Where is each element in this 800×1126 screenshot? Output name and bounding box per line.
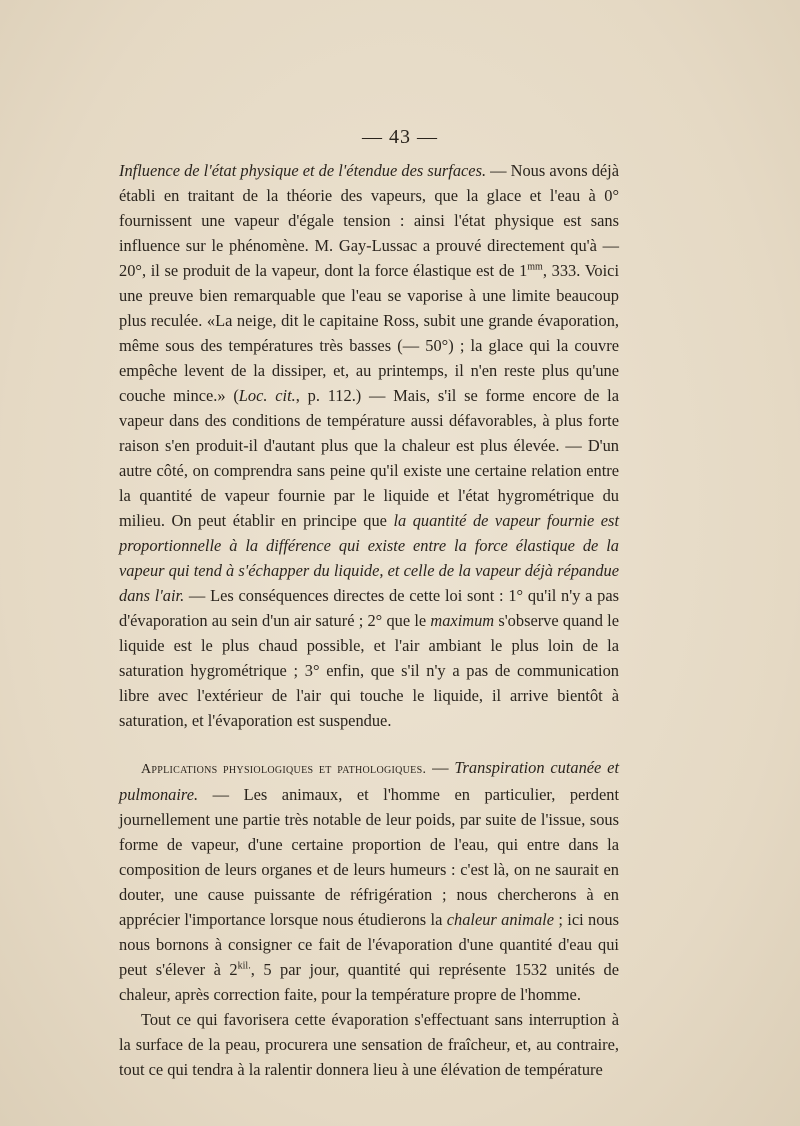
subheading-transpiration: Transpiration cutanée et pulmonaire. [119, 758, 619, 804]
text-segment: , 5 par jour, quantité qui représente 1532 unités de chaleur, après correction faite, pour la température propre de l'homme. [119, 960, 619, 1004]
unit-superscript-mm: mm [527, 261, 543, 273]
page-number: — 43 — [362, 126, 438, 148]
text-segment: — [426, 758, 455, 777]
main-text [119, 158, 619, 1082]
section-heading-applications: Applications physiologiques et pathologiques. [141, 762, 427, 777]
unit-superscript-kil: kil. [237, 960, 251, 972]
principle-statement: la quantité de vapeur fournie est proportionnelle à la différence qui existe entre la force élastique de la vapeur qui tend à s'échapper du liquide, et celle de la vapeur déjà répandue dans l'air. [119, 511, 619, 605]
text-segment: — Les conséquences directes de cette loi sont : 1° qu'il n'y a pas d'évaporation au sein d'un air saturé ; 2° que le [119, 586, 620, 630]
text-segment: ; ici nous nous bornons à consigner ce fait de l'évaporation d'une quantité d'eau qui peut s'élever à 2 [119, 910, 619, 979]
text-segment: s'observe quand le liquide est le plus chaud possible, et l'air ambiant le plus loin de la saturation hygrométrique ; 3° enfin, que s'il n'y a pas de communication libre avec l'extérieur de l'air qui touche le liquide, il arrive bientôt à saturation, et l'évaporation est suspendue. [119, 611, 619, 730]
paragraph-evaporation-effects: Tout ce qui favorisera cette évaporation s'effectuant sans interruption à la surface de la peau, procurera une sensation de fraîcheur, et, au contraire, tout ce qui tendra à la ralentir donnera lieu à une élévation de température [119, 1010, 619, 1079]
text-segment: , p. 112.) — Mais, s'il se forme encore de la vapeur dans des conditions de température aussi défavorables, à plus forte raison s'en produit-il d'autant plus que la chaleur est plus élevée. — D'un autre côté, on comprendra sans peine qu'il existe une certaine relation entre la quantité de vapeur fournie par le liquide et l'état hygrométrique du milieu. On peut établir en principe que [119, 386, 620, 530]
paragraph-surface-influence [119, 158, 619, 733]
citation: Loc. cit. [238, 386, 296, 405]
section-heading-influence: Influence de l'état physique et de l'étendue des surfaces. [119, 161, 487, 180]
text-segment: , 333. Voici une preuve bien remarquable que l'eau se vaporise à une limite beaucoup plus reculée. «La neige, dit le capitaine Ross, subit une grande évaporation, même sous des températures très basses (— 50°) ; la glace qui la couvre empêche levent de la dissiper, et, au printemps, il n'en reste plus qu'une couche mince.» ( [119, 261, 620, 405]
paragraph-physiological-applications [119, 755, 619, 1007]
term-maximum: maximum [430, 611, 495, 630]
term-animal-heat: chaleur animale [446, 910, 554, 929]
text-segment: — Nous avons déjà établi en traitant de la théorie des vapeurs, que la glace et l'eau à 0° fournissent une vapeur d'égale tension : ainsi l'état physique est sans influence sur le phénomène. M. Gay-Lussac a prouvé directement qu'à — 20°, il se produit de la vapeur, dont la force élastique est de 1 [119, 161, 619, 280]
text-segment: — Les animaux, et l'homme en particulier, perdent journellement une partie très notable de leur poids, par suite de l'issue, sous forme de vapeur, d'une certaine proportion de l'eau, qui entre dans la composition de leurs organes et de leurs humeurs : c'est là, on ne saurait en douter, une cause puissante de réfrigération ; nous chercherons à en apprécier l'importance lorsque nous étudierons la [119, 785, 619, 929]
